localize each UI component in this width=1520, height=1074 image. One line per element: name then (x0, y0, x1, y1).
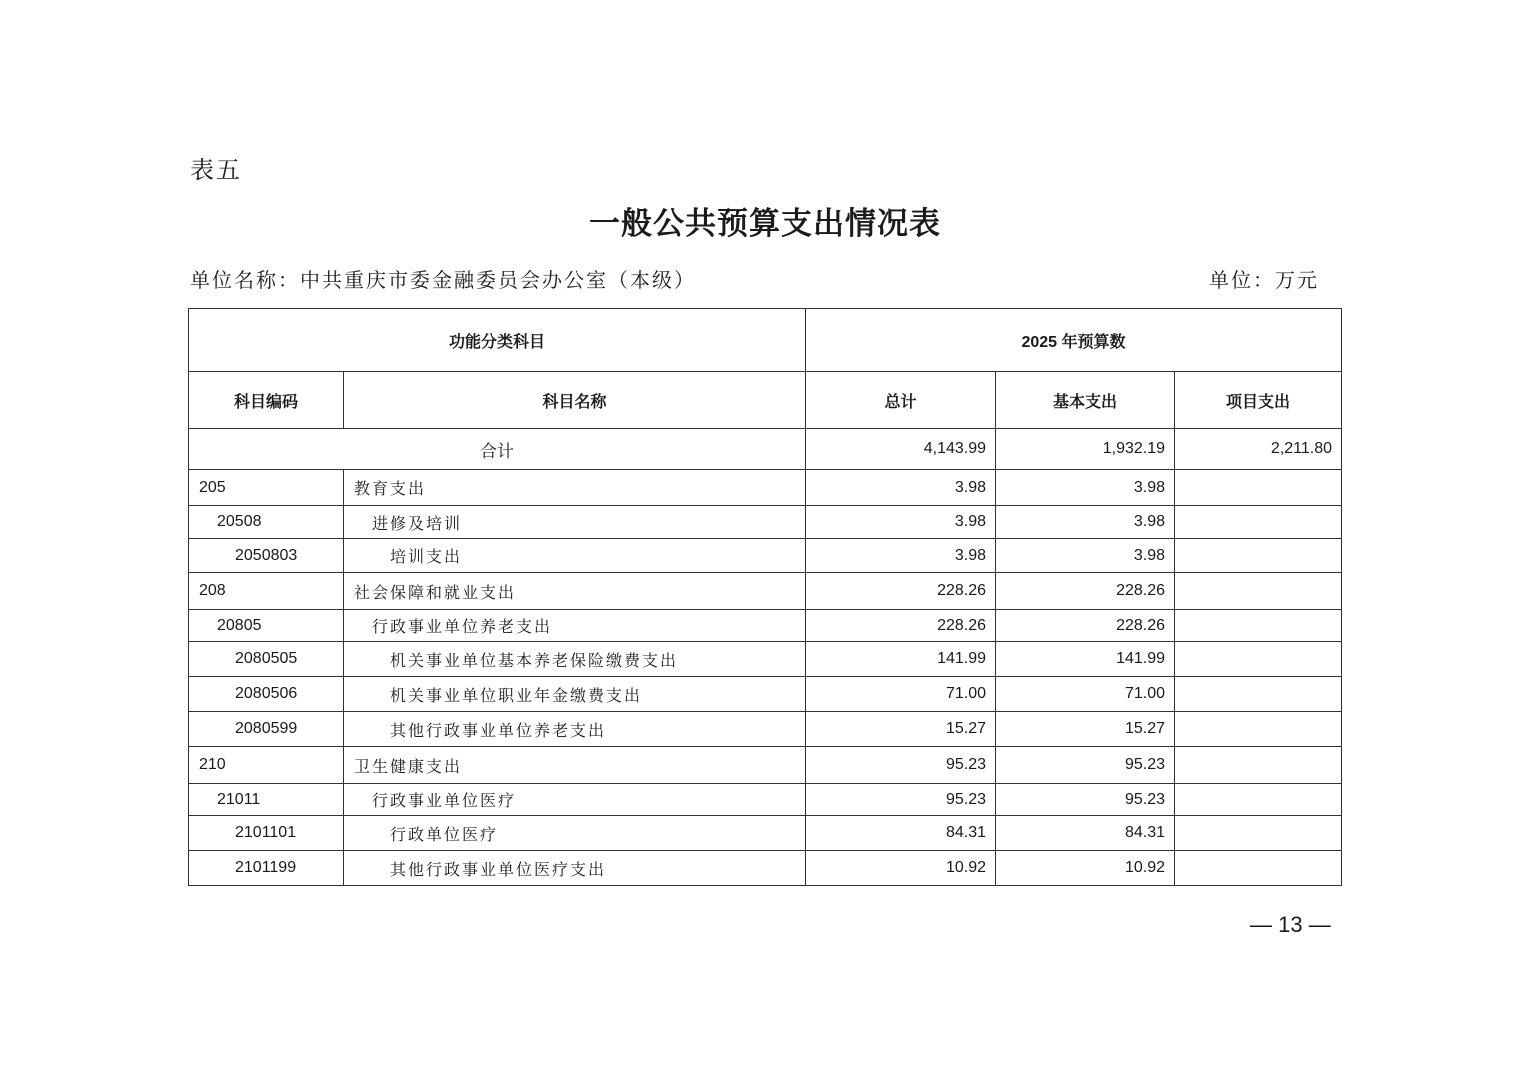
header-budget-2025: 2025 年预算数 (806, 309, 1342, 372)
row-name: 行政事业单位医疗 (344, 784, 806, 816)
header-project: 项目支出 (1175, 372, 1342, 429)
row-code: 2080599 (189, 712, 344, 747)
row-name: 进修及培训 (344, 506, 806, 539)
table-row (189, 816, 1342, 851)
row-basic: 228.26 (996, 573, 1175, 610)
row-total: 10.92 (806, 851, 996, 886)
row-project (1175, 677, 1342, 712)
row-name: 机关事业单位基本养老保险缴费支出 (344, 642, 806, 677)
row-code: 205 (189, 470, 344, 506)
table-row (189, 851, 1342, 886)
row-basic: 95.23 (996, 747, 1175, 784)
row-code: 210 (189, 747, 344, 784)
header-basic: 基本支出 (996, 372, 1175, 429)
table-row (189, 747, 1342, 784)
row-total: 3.98 (806, 470, 996, 506)
row-basic: 3.98 (996, 539, 1175, 573)
row-name: 培训支出 (344, 539, 806, 573)
row-basic: 10.92 (996, 851, 1175, 886)
row-total: 3.98 (806, 539, 996, 573)
table-row (189, 470, 1342, 506)
row-basic: 84.31 (996, 816, 1175, 851)
row-total: 3.98 (806, 506, 996, 539)
row-code: 2050803 (189, 539, 344, 573)
unit-name: 单位名称：中共重庆市委金融委员会办公室（本级） (190, 268, 696, 292)
table-row (189, 784, 1342, 816)
row-basic: 3.98 (996, 506, 1175, 539)
row-total: 15.27 (806, 712, 996, 747)
row-code: 21011 (189, 784, 344, 816)
row-total: 228.26 (806, 573, 996, 610)
row-project (1175, 539, 1342, 573)
total-label: 合计 (189, 429, 806, 470)
row-name: 行政事业单位养老支出 (344, 610, 806, 642)
row-basic: 15.27 (996, 712, 1175, 747)
total-total: 4,143.99 (806, 429, 996, 470)
row-total: 95.23 (806, 747, 996, 784)
row-name: 行政单位医疗 (344, 816, 806, 851)
total-row (189, 429, 1342, 470)
row-project (1175, 610, 1342, 642)
row-basic: 71.00 (996, 677, 1175, 712)
budget-table (188, 308, 1342, 886)
row-name: 其他行政事业单位养老支出 (344, 712, 806, 747)
table-row (189, 573, 1342, 610)
row-project (1175, 816, 1342, 851)
row-code: 20805 (189, 610, 344, 642)
row-basic: 228.26 (996, 610, 1175, 642)
row-project (1175, 851, 1342, 886)
row-name: 其他行政事业单位医疗支出 (344, 851, 806, 886)
table-label: 表五 (190, 156, 242, 184)
row-project (1175, 784, 1342, 816)
row-name: 社会保障和就业支出 (344, 573, 806, 610)
row-basic: 141.99 (996, 642, 1175, 677)
row-project (1175, 506, 1342, 539)
row-code: 2101101 (189, 816, 344, 851)
row-total: 228.26 (806, 610, 996, 642)
header-total: 总计 (806, 372, 996, 429)
header-function-category: 功能分类科目 (189, 309, 806, 372)
table-row (189, 712, 1342, 747)
row-code: 2080506 (189, 677, 344, 712)
row-name: 机关事业单位职业年金缴费支出 (344, 677, 806, 712)
header-code: 科目编码 (189, 372, 344, 429)
row-project (1175, 573, 1342, 610)
header-name: 科目名称 (344, 372, 806, 429)
table-row (189, 506, 1342, 539)
total-basic: 1,932.19 (996, 429, 1175, 470)
table-row (189, 539, 1342, 573)
row-total: 141.99 (806, 642, 996, 677)
page-title: 一般公共预算支出情况表 (589, 206, 941, 242)
table-row (189, 677, 1342, 712)
total-project: 2,211.80 (1175, 429, 1342, 470)
row-name: 教育支出 (344, 470, 806, 506)
row-project (1175, 642, 1342, 677)
row-name: 卫生健康支出 (344, 747, 806, 784)
page-number: — 13 — (1250, 912, 1331, 937)
row-total: 71.00 (806, 677, 996, 712)
table-row (189, 610, 1342, 642)
row-project (1175, 470, 1342, 506)
row-project (1175, 747, 1342, 784)
row-code: 2101199 (189, 851, 344, 886)
row-code: 20508 (189, 506, 344, 539)
row-basic: 3.98 (996, 470, 1175, 506)
row-total: 84.31 (806, 816, 996, 851)
header-row-columns (189, 372, 1342, 429)
table-row (189, 642, 1342, 677)
row-total: 95.23 (806, 784, 996, 816)
row-project (1175, 712, 1342, 747)
row-code: 2080505 (189, 642, 344, 677)
row-basic: 95.23 (996, 784, 1175, 816)
row-code: 208 (189, 573, 344, 610)
unit-label: 单位：万元 (1209, 268, 1319, 292)
header-row-group (189, 309, 1342, 372)
